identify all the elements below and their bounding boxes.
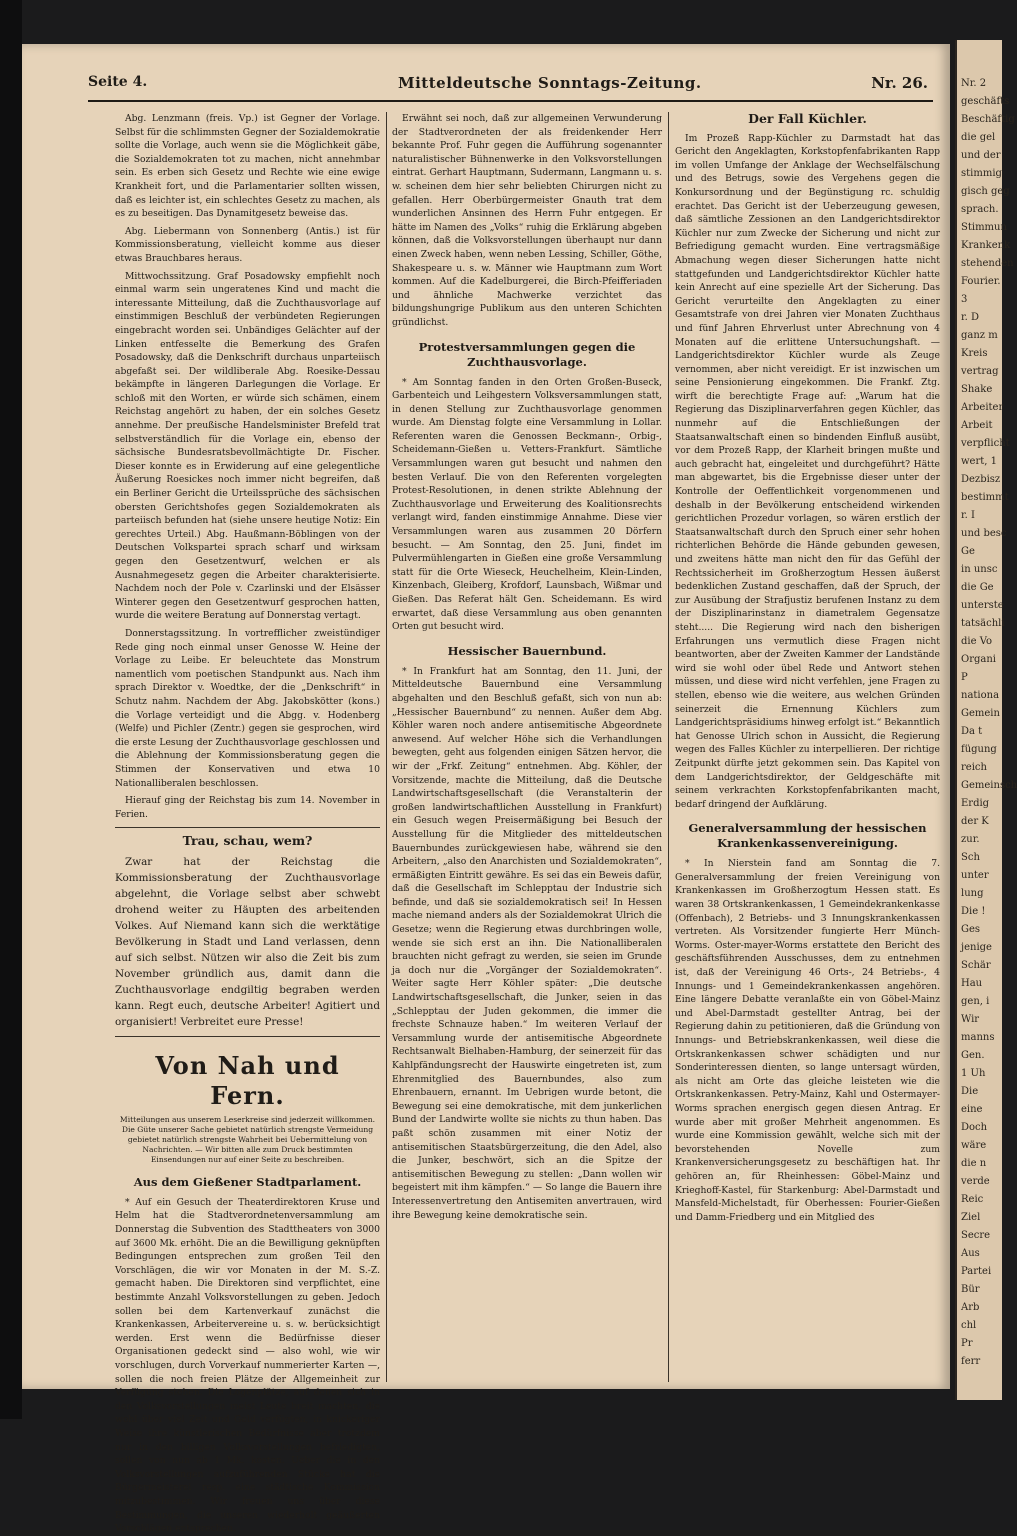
adjacent-page-fragment: die gel xyxy=(961,132,996,143)
adjacent-page-fragment: stehenden xyxy=(961,258,1014,269)
article-paragraph: * In Frankfurt hat am Sonntag, den 11. Juni, der Mitteldeutsche Bauernbund eine Versammlung abgehalten und den Beschluß gefaßt, sich von nun ab: „Hessischer Bauernbund“ zu nennen. Außer dem Abg. Köhler waren noch andere antisemitische Abgeordnete anwesend. Auf welcher Höhe sich die Verhandlungen bewegten, geht aus folgenden einigen Sätzen hervor, die wir der „Frkf. Zeitung“ entnehmen. Abg. Köhler, der Vorsitzende, machte die Mitteilung, daß die Deutsche Landwirtschaftsgesellschaft (die Veranstalterin der großen landwirtschaftlichen Ausstellung in Frankfurt) ein Gesuch wegen Preisermäßigung bei Besuch der Ausstellung für die Mitglieder des mitteldeutschen Bauernbundes zurückgewiesen habe, während sie den Arbeitern, „also den Anarchisten und Sozialdemokraten“, ermäßigten Eintritt gewähre. Es sei das ein Beweis dafür, daß die Gesellschaft im Schlepptau der Industrie sich befinde, und daß sie sozialdemokratisch sei! In Hessen mache niemand anders als der Sozialdemokrat Ulrich die Gesetze; wenn die Regierung etwas durchbringen wolle, wende sie sich erst an ihn. Die Nationalliberalen brauchten nicht gefragt zu werden, sie seien im Grunde ja doch nur die „Vorgänger der Sozialdemokraten“. Weiter sagte Herr Köhler später: „Die deutsche Landwirtschaftsgesellschaft, die Junker, seien in das „Schlepptau der Juden gekommen, die immer die frechste Schnauze haben.“ Im weiteren Verlauf der Versammlung wurde der antisemitische Abgeordnete Rechtsanwalt Bielhaben-Hamburg, der seinerzeit für das Kahlpfändungsrecht der Hauswirte eingetreten ist, zum Ehrenmitglied des Bauernbundes, also zum Ehrenbauern, ernannt. Im Uebrigen wurde betont, die Bewegung sei eine demokratische, mit dem junkerlichen Bund der Landwirte wollte sie nichts zu thun haben. Das paßt schön zusammen mit einer Notiz der antisemitischen Staatsbürgerzeitung, die den Adel, also die Junker, beschwört, sich an die Spitze der antisemitischen Bewegung zu stellen: „Dann wollen wir begeistert mit ihm kämpfen.“ — So lange die Bauern ihre Interessenvertretung den Antisemiten anvertrauen, wird ihre Bewegung keine demokratische sein. xyxy=(392,665,662,1221)
adjacent-page-fragment: wäre xyxy=(961,1140,987,1151)
adjacent-page-fragment: Stimmun xyxy=(961,222,1007,233)
lead-paragraph: Zwar hat der Reichstag die Kommissionsberatung der Zuchthausvorlage abgelehnt, die Vorlage selbst aber schwebt drohend weiter zu Häupten des arbeitenden Volkes. Auf Niemand kann sich die werktätige Bevölkerung in Stadt und Land verlassen, denn auf sich selbst. Nützen wir also die Zeit bis zum November gründlich aus, damit dann die Zuchthausvorlage endgiltig begraben werden kann. Regt euch, deutsche Arbeiter! Agitiert und organisiert! Verbreitet eure Presse! xyxy=(115,855,380,1028)
paragraph-mittwoch: Mittwochssitzung. Graf Posadowsky empfiehlt noch einmal warm sein ungeratenes Kind und macht die interessante Mitteilung, daß die Zuchthausvorlage auf einstimmigen Beschluß der verbündeten Regierungen eingebracht worden sei. Unbändiges Gelächter auf der Linken entfesselte die Bemerkung des Grafen Posadowsky, daß die Denkschrift durchaus unparteiisch abgefaßt sei. Der wildliberale Abg. Roesike-Dessau bekämpfte in längeren Darlegungen die Vorlage. Er schloß mit den Worten, er würde sich schämen, einem Reichstag angehört zu haben, der ein solches Gesetz annehme. Der preußische Handelsminister Brefeld trat selbstverständlich für die Vorlage ein, ebenso der sächsische Bundesratsbevollmächtigte Dr. Fischer. Dieser konnte es in Erwiderung auf eine gelegentliche Äußerung Roesickes noch immer nicht begreifen, daß ein Berliner Gericht die Urteilssprüche des sächsischen obersten Gerichtshofes gegen Sozialdemokraten als parteiisch befunden hat (siehe unsere heutige Notiz: Ein gerechtes Urteil.) Abg. Haußmann-Böblingen von der Deutschen Volkspartei sprach scharf und wirksam gegen den Gesetzentwurf, welchen er als Ausnahmegesetz gegen die Arbeiter charakterisierte. Nachdem noch der Pole v. Czarlinski und der Elsässer Winterer gegen den Gesetzentwurf gesprochen hatten, wurde die weitere Beratung auf Donnerstag vertagt. xyxy=(115,270,380,622)
adjacent-page-fragment: Arbeiter xyxy=(961,402,1004,413)
adjacent-page-fragment: Nr. 2 xyxy=(961,78,987,89)
adjacent-page-fragment: P xyxy=(961,672,968,683)
adjacent-page-fragment: Ziel xyxy=(961,1212,981,1223)
adjacent-page-fragment: Erdig xyxy=(961,798,990,809)
adjacent-page-fragment: Hau xyxy=(961,978,983,989)
adjacent-page-fragment: in unsc xyxy=(961,564,998,575)
adjacent-page-fragment: Bür xyxy=(961,1284,980,1295)
adjacent-page-fragment: Arb xyxy=(961,1302,980,1313)
adjacent-page-fragment: eine xyxy=(961,1104,983,1115)
adjacent-page-fragment: die n xyxy=(961,1158,987,1169)
column-divider xyxy=(668,112,669,1382)
article-paragraph: * Am Sonntag fanden in den Orten Großen-Buseck, Garbenteich und Leihgestern Volksversammlungen statt, in denen Stellung zur Zuchthausvorlage genommen wurde. Am Dienstag folgte eine Versammlung in Lollar. Referenten waren die Genossen Beckmann-, Orbig-, Scheidemann-Gießen u. Vetters-Frankfurt. Sämtliche Versammlungen waren gut besucht und nahmen den besten Verlauf. Die von den Referenten vorgelegten Protest-Resolutionen, in denen strikte Ablehnung der Zuchthausvorlage und Erweiterung des Koalitionsrechts verlangt wird, fanden einstimmige Annahme. Diese vier Versammlungen waren aus zusammen 20 Dörfern besucht. — Am Sonntag, den 25. Juni, findet im Pulvermühlengarten in Gießen eine große Versammlung statt für die Orte Wieseck, Heuchelheim, Klein-Linden, Kinzenbach, Gleiberg, Krofdorf, Launsbach, Wißmar und Gießen. Das Referat hält Gen. Scheidemann. Es wird erwartet, daß diese Versammlung aus oben genannten Orten gut besucht wird. xyxy=(392,376,662,633)
adjacent-page-fragment: sprach. xyxy=(961,204,999,215)
adjacent-page-fragment: verde xyxy=(961,1176,990,1187)
divider xyxy=(115,1036,380,1037)
adjacent-page-fragment: Partei xyxy=(961,1266,992,1277)
adjacent-page-fragment: bestimmt xyxy=(961,492,1009,503)
adjacent-page-fragment: ganz m xyxy=(961,330,998,341)
article-heading: Hessischer Bauernbund. xyxy=(447,643,607,658)
adjacent-page-fragment: ferr xyxy=(961,1356,981,1367)
adjacent-page-fragment: Arbeit xyxy=(961,420,993,431)
adjacent-page-fragment: r. I xyxy=(961,510,975,521)
adjacent-page-fragment: Reic xyxy=(961,1194,984,1205)
article-paragraph: * In Nierstein fand am Sonntag die 7. Generalversammlung der freien Vereinigung von Krankenkassen im Großherzogtum Hessen statt. Es waren 38 Ortskrankenkassen, 1 Gemeindekrankenkasse (Offenbach), 2 Betriebs- und 3 Innungskrankenkassen vertreten. Als Vorsitzender fungierte Herr Münch-Worms. Oster-mayer-Worms erstattete den Bericht des geschäftsführenden Ausschusses, dem zu entnehmen ist, daß der Vereinigung 46 Orts-, 24 Betriebs-, 4 Innungs- und 1 Gemeindekrankenkassen angehören. Eine längere Debatte veranlaßte ein von Göbel-Mainz und Abel-Darmstadt gestellter Antrag, bei der Regierung dahin zu petitionieren, daß die Gründung von Innungs- und Betriebskrankenkassen, weil diese die Ortskrankenkassen schwer schädigten und nur Sonderinteressen dienten, so lange untersagt würden, als nicht am Orte das gleiche leisteten wie die Ortskrankenkassen. Petry-Mainz, Kahl und Ostermayer-Worms sprachen energisch gegen diesen Antrag. Er wurde aber mit großer Mehrheit angenommen. Es wurde eine Kommission gewählt, welche sich mit der bevorstehenden Novelle zum Krankenversicherungsgesetz zu beschäftigen hat. Ihr gehören an, für Rheinhessen: Göbel-Mainz und Krieghoff-Kastel, für Starkenburg: Abel-Darmstadt und Mansfeld-Michelstadt, für Oberhessen: Fourier-Gießen und Damm-Friedberg und ein Mitglied des xyxy=(675,858,940,1223)
adjacent-page-fragment: Organi xyxy=(961,654,996,665)
adjacent-page-fragment: reich xyxy=(961,762,987,773)
adjacent-page-fragment: gisch geg xyxy=(961,186,1010,197)
adjacent-page-fragment: Ge xyxy=(961,546,975,557)
adjacent-page-fragment: jenige xyxy=(961,942,992,953)
adjacent-page-fragment: Krankenk xyxy=(961,240,1011,251)
adjacent-page-fragment: gen, i xyxy=(961,996,990,1007)
adjacent-page-fragment: die Vo xyxy=(961,636,993,647)
adjacent-page-fragment: zur. xyxy=(961,834,980,845)
adjacent-page-fragment: 3 xyxy=(961,294,968,305)
adjacent-page-fragment: nationa xyxy=(961,690,1000,701)
column-1 xyxy=(115,112,380,1535)
adjacent-page-fragment: Wir xyxy=(961,1014,980,1025)
adjacent-page-fragment: Beschäftig xyxy=(961,114,1015,125)
adjacent-page-fragment: chl xyxy=(961,1320,977,1331)
adjacent-page-fragment: verpflicht xyxy=(961,438,1010,449)
column-2 xyxy=(392,112,662,1382)
adjacent-page-fragment: Die xyxy=(961,1086,979,1097)
newspaper-title: Mitteldeutsche Sonntags-Zeitung. xyxy=(398,74,702,92)
adjacent-page-fragment: Pr xyxy=(961,1338,973,1349)
issue-number: Nr. 26. xyxy=(871,74,928,92)
adjacent-page-fragment: Kreis xyxy=(961,348,988,359)
divider xyxy=(115,827,380,828)
paragraph-ferien: Hierauf ging der Reichstag bis zum 14. November in Ferien. xyxy=(115,795,380,820)
adjacent-page-fragment: die Ge xyxy=(961,582,994,593)
article-heading: Der Fall Küchler. xyxy=(748,111,867,126)
section-intro: Mitteilungen aus unserem Leserkreise sind jederzeit willkommen. Die Güte unserer Sache gebietet natürlich strengste Vermeidung gebietet natürlich strengste Wahrheit bei Uebermittelung von Nachrichten. — Wir bitten alle zum Druck bestimmten Einsendungen nur auf einer Seite zu beschreiben. xyxy=(119,1114,376,1164)
adjacent-page-fragment: manns xyxy=(961,1032,995,1043)
adjacent-page-fragment: Secre xyxy=(961,1230,991,1241)
adjacent-page-fragment: Shake xyxy=(961,384,993,395)
adjacent-page-fragment: Da t xyxy=(961,726,983,737)
adjacent-page-fragment: Gen. xyxy=(961,1050,985,1061)
adjacent-page-fragment: Fourier. xyxy=(961,276,1001,287)
column-divider xyxy=(386,112,387,1382)
adjacent-page-fragment: Gemeinsch xyxy=(961,780,1017,791)
adjacent-page-fragment: Aus xyxy=(961,1248,980,1259)
column-3 xyxy=(675,112,940,1382)
paragraph-lenzmann: Abg. Lenzmann (freis. Vp.) ist Gegner der Vorlage. Selbst für die schlimmsten Gegner der Sozialdemokratie sollte die Vorlage, auch wenn sie die Möglichkeit gäbe, die Sozialdemokraten tot zu machen, nicht annehmbar sein. Es erben sich Gesetz und Rechte wie eine ewige Krankheit fort, und die Parlamentarier sollten wissen, daß es leichter ist, ein schlechtes Gesetz zu machen, als es zu beseitigen. Das Dynamitgesetz beweise das. xyxy=(115,113,380,220)
adjacent-page-fragment: Dezbisz xyxy=(961,474,1001,485)
adjacent-page-fragment: lung xyxy=(961,888,984,899)
page-number: Seite 4. xyxy=(88,74,148,90)
adjacent-page-fragment: Ges xyxy=(961,924,981,935)
adjacent-page-fragment: r. D xyxy=(961,312,980,323)
adjacent-page-fragment: unter xyxy=(961,870,989,881)
adjacent-page-fragment: Sch xyxy=(961,852,980,863)
article-heading: Protestversammlungen gegen die Zuchthausvorlage. xyxy=(418,339,636,369)
adjacent-page-fragment: der K xyxy=(961,816,989,827)
section-title: Von Nah und Fern. xyxy=(155,1050,340,1110)
adjacent-page-fragment: Die ! xyxy=(961,906,986,917)
adjacent-page-fragment: und der xyxy=(961,150,1001,161)
adjacent-page-fragment: Schär xyxy=(961,960,991,971)
adjacent-page-edge xyxy=(955,40,1017,1400)
paragraph-continuation: Erwähnt sei noch, daß zur allgemeinen Verwunderung der Stadtverordneten der als freidenkender Herr bekannte Prof. Fuhr gegen die Aufführung sogenannter naturalistischer Bühnenwerke in den Volksvorstellungen eintrat. Gerhart Hauptmann, Sudermann, Langmann u. s. w. scheinen dem hier sehr beliebten Chirurgen nicht zu gefallen. Herr Oberbürgermeister Gnauth trat dem wunderlichen Ansinnen des Herrn Fuhr entgegen. Er hätte im Namen des „Volks“ ruhig die Erklärung abgeben können, daß die Volksvorstellungen überhaupt nur dann einen Zweck haben, wenn neben Lessing, Schiller, Göthe, Shakespeare u. s. w. Männer wie Hauptmann zum Wort kommen. Auf die Kadelburgerei, die Birch-Pfeifferiaden und ähnliche Machwerke verzichtet das bildungshungrige Publikum aus den unteren Schichten gründlichst. xyxy=(392,113,662,328)
adjacent-page-fragment: unterste xyxy=(961,600,1004,611)
adjacent-page-fragment: tatsächli xyxy=(961,618,1005,629)
adjacent-page-fragment: Gemein xyxy=(961,708,1000,719)
adjacent-page-fragment: stimmig xyxy=(961,168,1002,179)
lead-article xyxy=(115,854,380,1030)
adjacent-page-fragment: 1 Uh xyxy=(961,1068,986,1079)
book-binding xyxy=(0,0,22,1419)
adjacent-page-fragment: wert, 1 xyxy=(961,456,997,467)
adjacent-page-fragment: vertrag xyxy=(961,366,999,377)
article-heading: Generalversammlung der hessischen Krankenkassenvereinigung. xyxy=(688,821,927,851)
article-heading: Aus dem Gießener Stadtparlament. xyxy=(133,1174,362,1189)
adjacent-page-fragment: geschäfts xyxy=(961,96,1010,107)
paragraph-donnerstag: Donnerstagssitzung. In vortrefflicher zweistündiger Rede ging noch einmal unser Genosse W. Heine der Vorlage zu Leibe. Er beleuchtete das Monstrum namentlich vom poetischen Standpunkt aus. Nach ihm sprach Direktor v. Woedtke, der die „Denkschrift“ in Schutz nahm. Nachdem der Abg. Jakobskötter (kons.) die Vorlage verteidigt und die Abgg. v. Hodenberg (Welfe) und Pichler (Zentr.) gegen sie gesprochen, wird die erste Lesung der Zuchthausvorlage geschlossen und die Ablehnung der Kommissionsberatung gegen die Stimmen der Konservativen und etwa 10 Nationalliberalen beschlossen. xyxy=(115,627,380,789)
article-paragraph: * Auf ein Gesuch der Theaterdirektoren Kruse und Helm hat die Stadtverordnetenversammlung am Donnerstag die Subvention des Stadttheaters von 3000 auf 3600 Mk. erhöht. Die an die Bewilligung geknüpften Bedingungen entsprechen zum großen Teil den Vorschlägen, die wir vor Monaten in der M. S.-Z. gemacht haben. Die Direktoren sind verpflichtet, eine bestimmte Anzahl Volksvorstellungen zu geben. Jedoch sollen bei dem Kartenverkauf zunächst die Krankenkassen, Arbeitervereine u. s. w. berücksichtigt werden. Erst wenn die Bedürfnisse dieser Organisationen gedeckt sind — also wohl, wie wir vorschlugen, durch Vorverkauf nummerierter Karten —, sollen die noch freien Plätze der Allgemeinheit zur Verfügung stehen. Die Logenplätze, auf denen sich in den Volksvorstellungen meist Leute breit machten, die wohl über viel Zeit und Geld verfügten, in knickeriger Weise ihre künstlerischen Bedürfnisse aber trotzdem nur in den billigen Volksvorstellungen befriedigten, sollen von nun ab 1 Mk. kosten. Ueber die in den Volksvorstellungen aufzuführenden Stücke hat die Bürgermeisterei resp. eine städtische Kommission mitzubestimmen. Wir freuen uns über diese Bestimmungen, die unseren wiederholt geäußerten Vorschlägen entsprechen. xyxy=(115,1196,380,1535)
adjacent-page-fragment: fügung xyxy=(961,744,997,755)
lead-heading: Trau, schau, wem? xyxy=(182,833,313,849)
article-paragraph: Im Prozeß Rapp-Küchler zu Darmstadt hat das Gericht den Angeklagten, Korkstopfenfabrikanten Rapp im vollen Umfange der Anklage der Wechselfälschung und des Betrugs, sowie des Vergehens gegen die Konkursordnung und der Begünstigung rc. schuldig erachtet. Das Gericht ist der Ueberzeugung gewesen, daß sämtliche Zessionen an den Landgerichtsdirektor Küchler nur zum Zwecke der Sicherung und nicht zur Befriedigung gemacht wurden. Eine vertragsmäßige Abmachung wegen dieser Sicherungen hatte nicht stattgefunden und Landgerichtsdirektor Küchler hatte kein Anrecht auf eine spezielle Art der Sicherung. Das Gericht verurteilte den Angeklagten zu einer Gesamtstrafe von drei Jahren vier Monaten Zuchthaus und fünf Jahren Ehrverlust unter Abrechnung von 4 Monaten auf die erlittene Untersuchungshaft. — Landgerichtsdirektor Küchler wurde als Zeuge vernommen, aber nicht vereidigt. Er ist inzwischen um seine Pensionierung eingekommen. Die Frankf. Ztg. wirft die berechtigte Frage auf: „Warum hat die Regierung das Disziplinarverfahren gegen Küchler, das nunmehr auf die Entschließungen der Staatsanwaltschaft einen so bindenden Einfluß ausübt, vor dem Prozeß Rapp, der Klarheit bringen mußte und auch gebracht hat, eingeleitet und durchgeführt? Hätte man abgewartet, bis die Ergebnisse dieser unter der Kontrolle der Oeffentlichkeit vorgenommenen und deshalb in der Bevölkerung entscheidend wirkenden gerichtlichen Prozedur vorlagen, so wären erstlich der Staatsanwaltschaft durch den Spruch einer sehr hohen richterlichen Behörde die Hände gebunden gewesen, und zweitens hätte man nicht den für das Gefühl der Rechtssicherheit im Großherzogtum Hessen äußerst bedenklichen Zustand geschaffen, daß der Spruch, der zur Ausübung der Strafjustiz berufenen Instanz zu dem der Disziplinarinstanz in diametralem Gegensatze steht..... Die Regierung wird nach den bisherigen Erfahrungen uns vermutlich diese Fragen nicht beantworten, aber der Zweiten Kammer der Landstände wird sie wohl oder übel Rede und Antwort stehen müssen, und diese wird nicht verfehlen, jene Fragen zu stellen, ebenso wie die weitere, aus welchen Gründen seinerzeit die Ernennung Küchlers zum Landgerichtspräsidiums hinweg erfolgt ist.“ Bekanntlich hat Genosse Ulrich schon in Aussicht, die Regierung wegen des Falles Küchler zu interpellieren. Der richtige Zeitpunkt dürfte jetzt gekommen sein. Das Kapitel von dem Landgerichtsdirektor, der Geldgeschäfte mit seinem verkrachten Korkstopfenfabrikanten macht, bedarf dringend der Aufklärung. xyxy=(675,132,940,810)
paragraph-liebermann: Abg. Liebermann von Sonnenberg (Antis.) ist für Kommissionsberatung, vielleicht komme aus dieser etwas Brauchbares heraus. xyxy=(115,225,380,264)
page-header xyxy=(88,60,933,102)
adjacent-page-fragment: Doch xyxy=(961,1122,988,1133)
adjacent-page-fragment: und besc xyxy=(961,528,1007,539)
